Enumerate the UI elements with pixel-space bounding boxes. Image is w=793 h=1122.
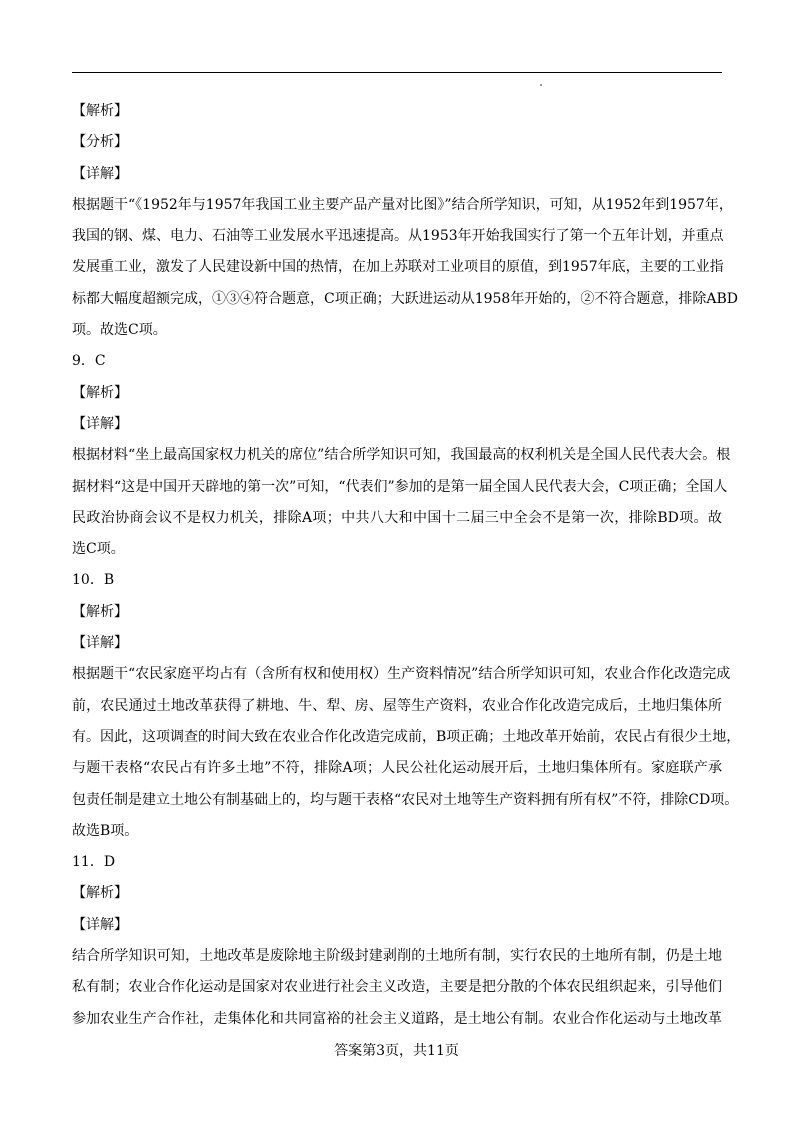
paragraph-line: 参加农业生产合作社，走集体化和共同富裕的社会主义道路，是土地公有制。农业合作化运动与土地改革 (72, 1010, 722, 1027)
paragraph-line: 发展重工业，激发了人民建设新中国的热情，在加上苏联对工业项目的原值，到1957年底，主要的工业指 (72, 259, 724, 276)
paragraph-line: 有。因此，这项调查的时间大致在农业合作化改造完成前，B项正确；土地改革开始前，农民占有很少土地， (72, 728, 741, 745)
question-answer: 10．B (72, 572, 115, 589)
paragraph-line: 据材料“这是中国开天辟地的第一次”可知，“代表们”参加的是第一届全国人民代表大会，C项正确；全国人 (72, 478, 728, 495)
paragraph-line: 根据题干“《1952年与1957年我国工业主要产品产量对比图》”结合所学知识，可知，从1952年到1957年， (72, 196, 733, 213)
section-label: 【详解】 (72, 415, 128, 432)
section-label: 【解析】 (72, 885, 128, 902)
paragraph-line: 根据材料“坐上最高国家权力机关的席位”结合所学知识可知，我国最高的权利机关是全国人民代表大会。根 (72, 447, 731, 464)
paragraph-line: 与题干表格“农民占有许多土地”不符，排除A项；人民公社化运动展开后，土地归集体所有。家庭联产承 (72, 760, 722, 777)
paragraph-line: 包责任制是建立土地公有制基础上的，均与题干表格“农民对土地等生产资料拥有所有权”不符，排除CD项。 (72, 791, 739, 808)
page-footer: 答案第3页，共11页 (334, 1043, 459, 1059)
header-mark (540, 84, 542, 86)
paragraph-line: 选C项。 (72, 541, 125, 558)
section-label: 【详解】 (72, 635, 128, 652)
paragraph-line: 前，农民通过土地改革获得了耕地、牛、犁、房、屋等生产资料，农业合作化改造完成后，土地归集体所 (72, 697, 722, 714)
question-answer: 9．C (72, 353, 106, 370)
section-label: 【解析】 (72, 384, 128, 401)
header-rule (72, 72, 722, 73)
answer-body (72, 96, 741, 1035)
section-label: 【解析】 (72, 603, 128, 620)
paragraph-line: 我国的钢、煤、电力、石油等工业发展水平迅速提高。从1953年开始我国实行了第一个五年计划，并重点 (72, 228, 724, 245)
paragraph-line: 根据题干“农民家庭平均占有（含所有权和使用权）生产资料情况”结合所学知识可知，农业合作化改造完成 (72, 666, 731, 683)
paragraph-line: 项。故选C项。 (72, 322, 167, 339)
section-label: 【详解】 (72, 916, 128, 933)
section-label: 【详解】 (72, 165, 128, 182)
paragraph-line: 私有制；农业合作化运动是国家对农业进行社会主义改造，主要是把分散的个体农民组织起来，引导他们 (72, 979, 722, 996)
paragraph-line: 标都大幅度超额完成，①③④符合题意，C项正确；大跃进运动从1958年开始的，②不符合题意，排除ABD (72, 290, 738, 307)
section-label: 【分析】 (72, 134, 128, 151)
paragraph-line: 结合所学知识可知，土地改革是废除地主阶级封建剥削的土地所有制，实行农民的土地所有制，仍是土地 (72, 948, 722, 965)
question-answer: 11．D (72, 854, 116, 871)
paragraph-line: 民政治协商会议不是权力机关，排除A项；中共八大和中国十二届三中全会不是第一次，排除BD项。故 (72, 509, 722, 526)
paragraph-line: 故选B项。 (72, 822, 139, 839)
section-label: 【解析】 (72, 103, 128, 119)
